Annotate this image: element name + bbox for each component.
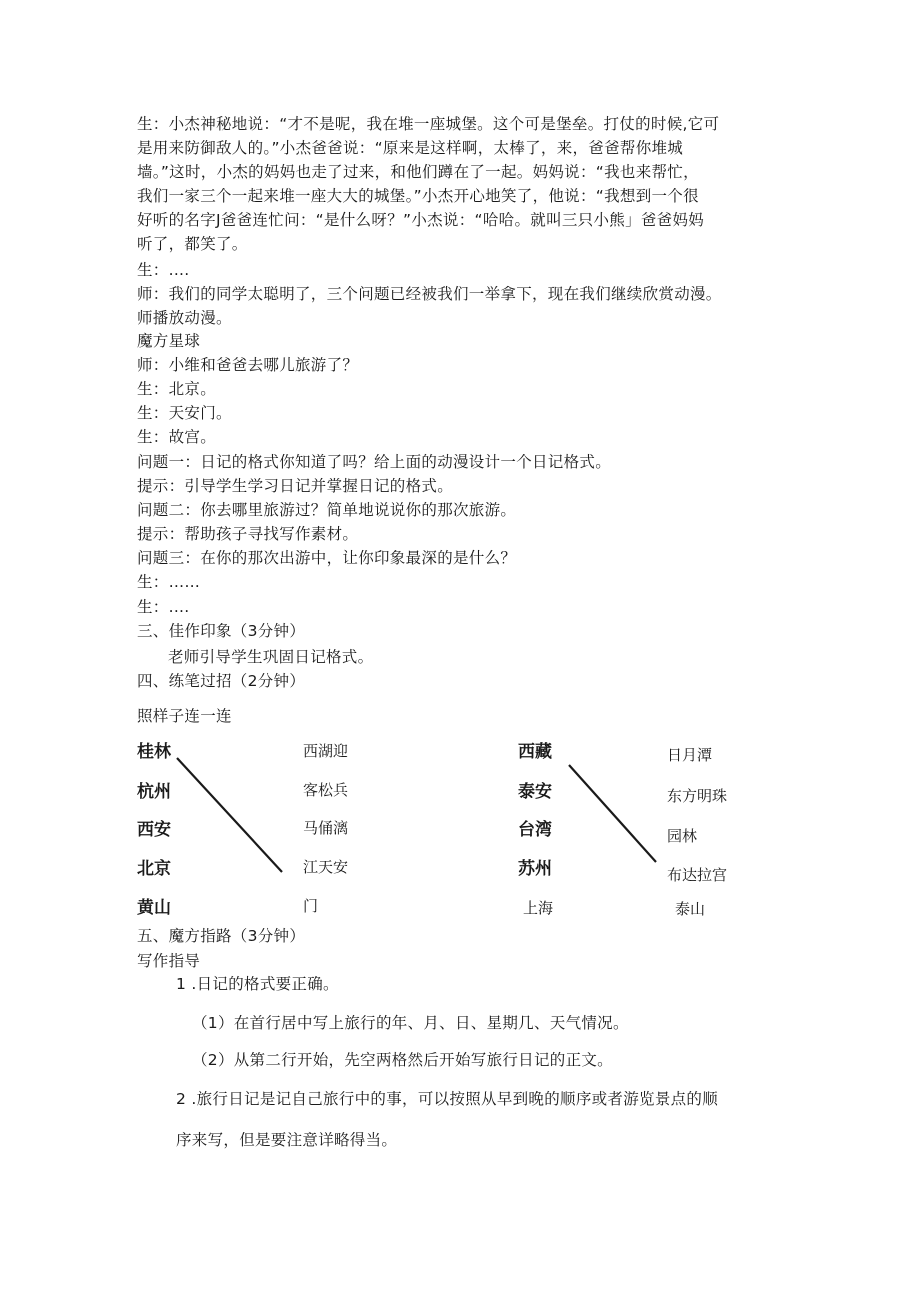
dialogue-line: 生：天安门。 [137,404,232,422]
right-sight: 东方明珠 [667,787,728,805]
right-city: 苏州 [518,859,552,879]
story-line-4: 我们一家三个一起来堆一座大大的城堡。”小杰开心地笑了，他说：“我想到一个很 [137,187,699,205]
question-line: 问题二：你去哪里旅游过？简单地说说你的那次旅游。 [137,501,517,519]
left-sight: 江天安 [303,858,349,876]
hint-line: 提示：帮助孩子寻找写作素材。 [137,525,359,543]
section-4-heading: 四、练笔过招（2分钟） [137,672,306,690]
right-sight: 园林 [667,827,698,845]
right-sight: 日月潭 [667,746,713,764]
guide-sub-item-1: （1）在首行居中写上旅行的年、月、日、星期几、天气情况。 [192,1014,629,1032]
dialogue-line: 师：小维和爸爸去哪儿旅游了？ [137,356,359,374]
left-city: 桂林 [137,742,171,762]
right-sight: 泰山 [675,900,706,918]
guide-item-1: 1 .日记的格式要正确。 [176,975,339,993]
left-sight: 客松兵 [303,781,349,799]
left-city: 杭州 [137,782,171,802]
example-line-right [569,765,656,862]
left-city: 西安 [137,820,171,840]
matching-instruction: 照样子连一连 [137,707,232,725]
section-5-subheading: 写作指导 [137,952,201,970]
subsection-title: 魔方星球 [137,332,201,350]
left-city: 北京 [137,859,171,879]
left-sight: 西湖迎 [303,742,349,760]
dialogue-line: 师：我们的同学太聪明了，三个问题已经被我们一举拿下，现在我们继续欣赏动漫。 [137,285,722,303]
story-line-2: 是用来防御敌人的。”小杰爸爸说：“原来是这样啊，太棒了，来，爸爸帮你堆城 [137,139,684,157]
story-line-3: 墙。”这时，小杰的妈妈也走了过来，和他们蹲在了一起。妈妈说：“我也来帮忙， [137,163,699,181]
guide-item-2-continued: 序来写，但是要注意详略得当。 [176,1131,398,1149]
dialogue-line: 生：.... [137,598,190,616]
example-line-left [177,758,282,872]
section-5-heading: 五、魔方指路（3分钟） [137,927,306,945]
dialogue-line: 生：北京。 [137,380,217,398]
story-line-5: 好听的名字J爸爸连忙问：“是什么呀？”小杰说：“哈哈。就叫三只小熊」爸爸妈妈 [137,211,705,229]
dialogue-line: 生：.... [137,261,190,279]
story-line-1: 生：小杰神秘地说：“才不是呢，我在堆一座城堡。这个可是堡垒。打仗的时候,它可 [137,115,720,133]
left-sight: 门 [303,897,319,915]
left-sight: 马俑漓 [303,819,349,837]
hint-line: 提示：引导学生学习日记并掌握日记的格式。 [137,477,454,495]
right-city: 西藏 [518,742,552,762]
right-city: 上海 [523,899,554,917]
dialogue-line: 师播放动漫。 [137,309,232,327]
guide-item-2: 2 .旅行日记是记自己旅行中的事，可以按照从早到晚的顺序或者游览景点的顺 [176,1090,719,1108]
dialogue-line: 生：故宫。 [137,428,217,446]
guide-sub-item-2: （2）从第二行开始，先空两格然后开始写旅行日记的正文。 [192,1051,613,1069]
question-line: 问题一：日记的格式你知道了吗？给上面的动漫设计一个日记格式。 [137,453,612,471]
right-city: 台湾 [518,820,552,840]
right-sight: 布达拉宫 [667,866,728,884]
section-3-heading: 三、佳作印象（3分钟） [137,622,306,640]
left-city: 黄山 [137,898,171,918]
dialogue-line: 生：…… [137,573,201,591]
section-3-text: 老师引导学生巩固日记格式。 [168,648,374,666]
story-line-6: 听了，都笑了。 [137,235,248,253]
question-line: 问题三：在你的那次出游中，让你印象最深的是什么？ [137,549,517,567]
right-city: 泰安 [518,782,552,802]
